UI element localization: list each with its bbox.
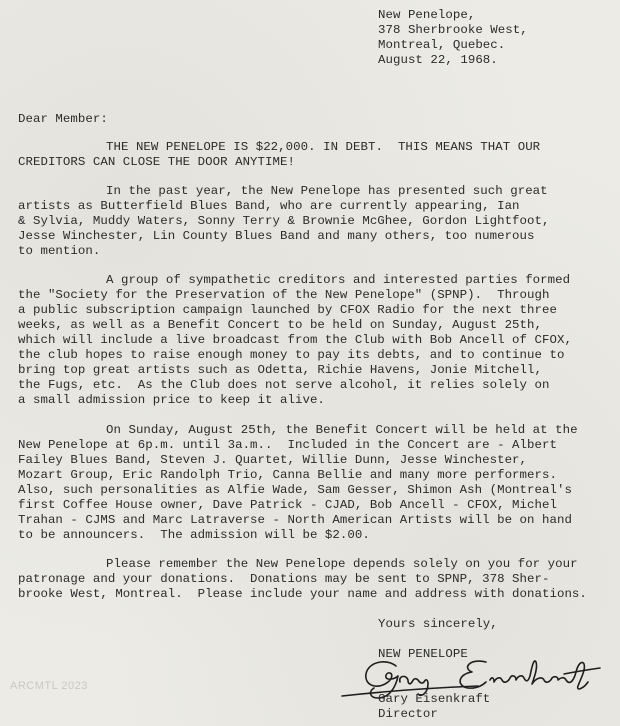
paragraph-3-line: a small admission price to keep it alive. <box>18 393 325 407</box>
paragraph-3-line: the club hopes to raise enough money to pay its debts, and to continue to <box>18 348 565 362</box>
paragraph-4-line: On Sunday, August 25th, the Benefit Concert will be held at the <box>106 423 578 437</box>
paragraph-3-line: bring top great artists such as Odetta, Richie Havens, Jonie Mitchell, <box>18 363 542 377</box>
paragraph-4-line: first Coffee House owner, Dave Patrick - CJAD, Bob Ancell - CFOX, Michel <box>18 498 557 512</box>
paragraph-2-line: In the past year, the New Penelope has presented such great <box>106 184 548 198</box>
paragraph-1-line: CREDITORS CAN CLOSE THE DOOR ANYTIME! <box>18 155 295 169</box>
paragraph-4-line: Also, such personalities as Alfie Wade, Sam Gesser, Shimon Ash (Montreal's <box>18 483 572 497</box>
address-street: 378 Sherbrooke West, <box>378 23 528 37</box>
paragraph-5-line: Please remember the New Penelope depends solely on you for your <box>106 557 578 571</box>
salutation: Dear Member: <box>18 112 108 126</box>
address-city: Montreal, Quebec. <box>378 38 506 52</box>
signer-name: Gary Eisenkraft <box>378 692 491 706</box>
valediction: Yours sincerely, <box>378 617 498 631</box>
paragraph-3-line: which will include a live broadcast from the Club with Bob Ancell of CFOX, <box>18 333 572 347</box>
paragraph-2-line: Jesse Winchester, Lin County Blues Band and many others, too numerous <box>18 229 535 243</box>
paragraph-1-line: THE NEW PENELOPE IS $22,000. IN DEBT. THIS MEANS THAT OUR <box>106 140 541 154</box>
paragraph-4-line: Trahan - CJMS and Marc Latraverse - North American Artists will be on hand <box>18 513 572 527</box>
paragraph-5-line: brooke West, Montreal. Please include your name and address with donations. <box>18 587 587 601</box>
signer-org: NEW PENELOPE <box>378 647 468 661</box>
paragraph-2-line: artists as Butterfield Blues Band, who are currently appearing, Ian <box>18 199 520 213</box>
paragraph-4-line: Mozart Group, Eric Randolph Trio, Canna Bellie and many more performers. <box>18 468 557 482</box>
paragraph-3-line: a public subscription campaign launched by CFOX Radio for the next three <box>18 303 557 317</box>
paragraph-2-line: to mention. <box>18 244 101 258</box>
paragraph-4-line: to be announcers. The admission will be $2.00. <box>18 528 370 542</box>
archive-watermark: ARCMTL 2023 <box>10 680 88 692</box>
paragraph-3-line: the "Society for the Preservation of the New Penelope" (SPNP). Through <box>18 288 550 302</box>
paragraph-3-line: weeks, as well as a Benefit Concert to be held on Sunday, August 25th, <box>18 318 542 332</box>
signer-title: Director <box>378 707 438 721</box>
paragraph-4-line: Failey Blues Band, Steven J. Quartet, Willie Dunn, Jesse Winchester, <box>18 453 528 467</box>
address-name: New Penelope, <box>378 8 476 22</box>
paragraph-2-line: & Sylvia, Muddy Waters, Sonny Terry & Brownie McGhee, Gordon Lightfoot, <box>18 214 550 228</box>
letter-date: August 22, 1968. <box>378 53 498 67</box>
paragraph-3-line: the Fugs, etc. As the Club does not serve alcohol, it relies solely on <box>18 378 550 392</box>
paragraph-4-line: New Penelope at 6p.m. until 3a.m.. Included in the Concert are - Albert <box>18 438 557 452</box>
paragraph-3-line: A group of sympathetic creditors and interested parties formed <box>106 273 571 287</box>
paragraph-5-line: patronage and your donations. Donations may be sent to SPNP, 378 Sher- <box>18 572 550 586</box>
